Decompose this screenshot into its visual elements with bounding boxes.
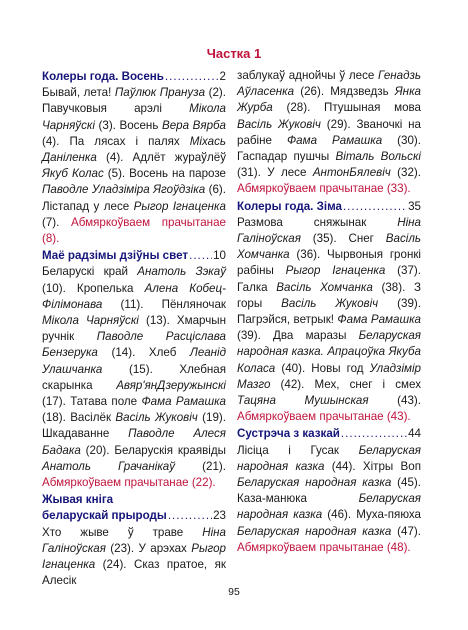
part-title: Частка 1 [206,46,262,61]
section-heading [42,69,226,85]
section-title: Колеры года. Зіма [237,199,342,213]
leader-dots [165,69,219,85]
section-page: 44 [408,427,421,441]
section-title: Колеры года. Восень [42,70,164,83]
section-title: Сустрэча з казкай [237,427,340,441]
section-page: 23 [213,509,226,523]
section-title-line2: беларускай прыроды [42,509,167,523]
toc-column-right [237,68,421,556]
section-page: 10 [213,249,226,263]
section-entries: Хто жыве ў траве Ніна Галіноўская (23). У арэхах Рыгор Ігнаценка (24). Сказ пратое, як Алесік [42,525,226,588]
section-entries: Размова сняжынак Ніна Галіноўская (35). Снег Васіль Хомчанка (36). Чырвоныя гронкі рабіны Рыгор Ігнаценка (37). Галка Васіль Хомчанка (38). З горы Васіль Жуковіч (39). Пагрэйся, ветрык! Фама Рамашка (39). Два маразы Беларуская народная казка. Апрацоўка Якуба Коласа (40). Новы год Уладзімір Мазго (42). Мех, снег і смех Тацяна Мушынская (43). Абмяркоўваем прачытанае (43). [237,215,421,424]
leader-dots [343,199,407,215]
section-entries: Беларускі край Анатоль Зэкаў (10). Кропелька Алена Кобец-Філімонава (11). Пёнляночак Мікола Чарняўскі (13). Хмарчын ручнік Паводле Расціслава Бензерука (14). Хлеб Леанід Улашчанка (15). Хлебная скарынка Авяр'янДзеружынскі (17). Татава поле Фама Рамашка (18). Васілёк Васіль Жуковіч (19). Шкадаванне Паводле Алеся Бадака (20). Беларускія краявіды Анатоль Грачанікаў (21). Абмяркоўваем прачытанае (22). [42,265,227,490]
leader-dots [168,508,212,524]
leader-dots [341,426,407,442]
discussion-note: Абмяркоўваем прачытанае (43). [237,410,411,424]
discussion-note: Абмяркоўваем прачытанае (33). [237,182,411,196]
toc-column-left [42,68,226,590]
discussion-note: Абмяркоўваем прачытанае (48). [237,540,411,554]
section-heading [42,508,226,524]
section-heading [42,248,226,264]
section-page: 2 [219,70,226,83]
section-entries-continued: заблукаў аднойчы ў лесе Генадзь Аўласенка (26). Мядзведзь Янка Журба (28). Птушыная мова Васіль Жуковіч (29). Званочкі на рабіне Фама Рамашка (30). Гаспадар пушчы Віталь Вольскі (31). У лесе АнтонБялевіч (32). Абмяркоўваем прачытанае (33). [237,69,422,196]
section-title-line1: Жывая кніга [42,493,114,507]
section-entries: Бывай, лета! Паўлюк Пранузa (2). Павучковыя арэлі Мікола Чарняўскі (3). Восень Вера Вярба (4). Па лясах і палях Міхась Даніленка (4). Адлёт жураўлёў Якуб Колас (5). Восень на парозе Паводле Уладзіміра Ягоўдзіка (6). Лістапад у лесе Рыгор Ігнаценка (7). Абмяркоўваем прачытанае (8). [42,86,226,246]
section-page: 35 [408,199,421,213]
page-number: 95 [228,586,240,598]
section-heading [237,199,421,215]
section-entries: Лісіца і Гусак Беларуская народная казка (44). Хітры Воп Беларуская народная казка (45). Каза-манюка Беларуская народная казка (46). Муха-пяюха Беларуская народная казка (47). Абмяркоўваем прачытанае (48). [237,443,422,554]
section-title: Маё радзімы дзіўны свет [42,249,189,263]
section-heading [237,426,421,442]
leader-dots [189,248,212,264]
discussion-note: Абмяркоўваем прачытанае (8). [42,215,226,246]
discussion-note: Абмяркоўваем прачытанае (22). [42,476,216,490]
